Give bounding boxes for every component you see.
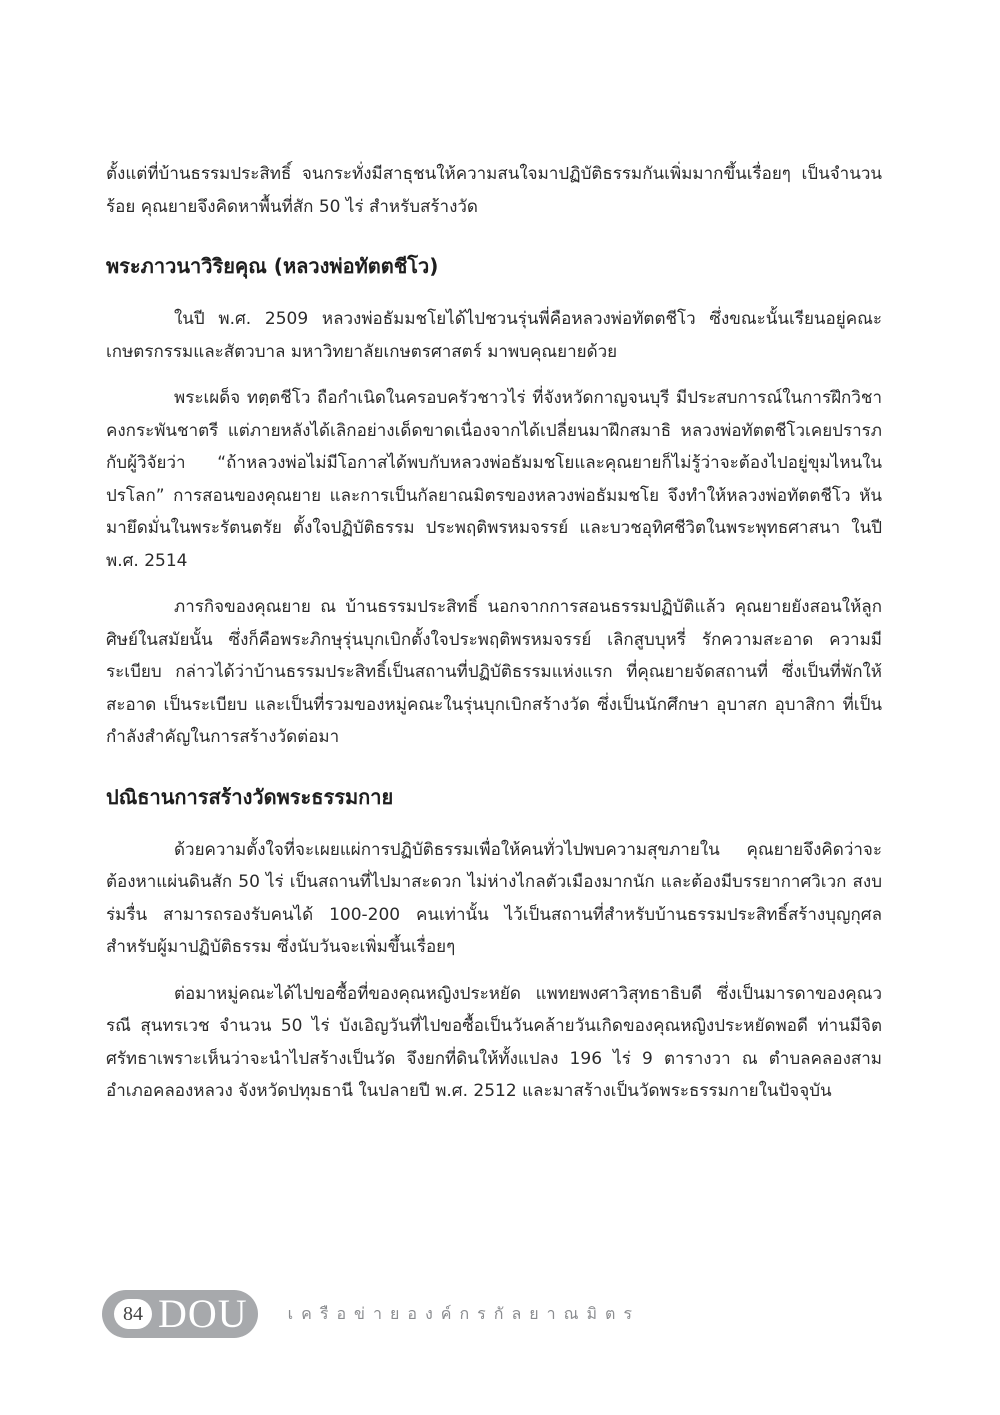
- page-body: [106, 158, 882, 1108]
- intro-paragraph: ตั้งแต่ที่บ้านธรรมประสิทธิ์ จนกระทั่งมีสาธุชนให้ความสนใจมาปฏิบัติธรรมกันเพิ่มมากขึ้นเรื่อยๆ เป็นจำนวนร้อย คุณยายจึงคิดหาพื้นที่สัก 50 ไร่ สำหรับสร้างวัด: [106, 164, 882, 217]
- body-paragraph: ต่อมาหมู่คณะได้ไปขอซื้อที่ของคุณหญิงประหยัด แพทยพงศาวิสุทธาธิบดี ซึ่งเป็นมารดาของคุณวรณี สุนทรเวช จำนวน 50 ไร่ บังเอิญวันที่ไปขอซื้อเป็นวันคล้ายวันเกิดของคุณหญิงประหยัดพอดี ท่านมีจิตศรัทธาเพราะเห็นว่าจะนำไปสร้างเป็นวัด จึงยกที่ดินให้ทั้งแปลง 196 ไร่ 9 ตารางวา ณ ตำบลคลองสาม อำเภอคลองหลวง จังหวัดปทุมธานี ในปลายปี พ.ศ. 2512 และมาสร้างเป็นวัดพระธรรมกายในปัจจุบัน: [106, 983, 882, 1101]
- network-name: เครือข่ายองค์กรกัลยาณมิตร: [287, 1303, 640, 1323]
- section-heading-temple-resolution: ปณิธานการสร้างวัดพระธรรมกาย: [106, 784, 394, 809]
- body-paragraph: ในปี พ.ศ. 2509 หลวงพ่อธัมมชโยได้ไปชวนรุ่นพี่คือหลวงพ่อทัตตชีโว ซึ่งขณะนั้นเรียนอยู่คณะเกษตรกรรมและสัตวบาล มหาวิทยาลัยเกษตรศาสตร์ มาพบคุณยายด้วย: [106, 309, 882, 362]
- dou-logo-text: DOU: [158, 1291, 248, 1336]
- body-paragraph: ด้วยความตั้งใจที่จะเผยแผ่การปฏิบัติธรรมเพื่อให้คนทั่วไปพบความสุขภายใน คุณยายจึงคิดว่าจะต้องหาแผ่นดินสัก 50 ไร่ เป็นสถานที่ไปมาสะดวก ไม่ห่างไกลตัวเมืองมากนัก และต้องมีบรรยากาศวิเวก สงบร่มรื่น สามารถรองรับคนได้ 100-200 คนเท่านั้น ไว้เป็นสถานที่สำหรับบ้านธรรมประสิทธิ์สร้างบุญกุศล สำหรับผู้มาปฏิบัติธรรม ซึ่งนับวันจะเพิ่มขึ้นเรื่อยๆ: [106, 839, 882, 957]
- page-footer: [102, 1290, 640, 1338]
- body-paragraph: พระเผด็จ ทตฺตชีโว ถือกำเนิดในครอบครัวชาวไร่ ที่จังหวัดกาญจนบุรี มีประสบการณ์ในการฝึกวิชาคงกระพันชาตรี แต่ภายหลังได้เลิกอย่างเด็ดขาดเนื่องจากได้เปลี่ยนมาฝึกสมาธิ หลวงพ่อทัตตชีโวเคยปรารภกับผู้วิจัยว่า “ถ้าหลวงพ่อไม่มีโอกาสได้พบกับหลวงพ่อธัมมชโยและคุณยายก็ไม่รู้ว่าจะต้องไปอยู่ขุมไหนในปรโลก” การสอนของคุณยาย และการเป็นกัลยาณมิตรของหลวงพ่อธัมมชโย จึงทำให้หลวงพ่อทัตตชีโว หันมายึดมั่นในพระรัตนตรัย ตั้งใจปฏิบัติธรรม ประพฤติพรหมจรรย์ และบวชอุทิศชีวิตในพระพุทธศาสนา ในปี พ.ศ. 2514: [106, 388, 882, 571]
- dou-logo-badge: [102, 1290, 258, 1338]
- body-paragraph: ภารกิจของคุณยาย ณ บ้านธรรมประสิทธิ์ นอกจากการสอนธรรมปฏิบัติแล้ว คุณยายยังสอนให้ลูกศิษย์ในสมัยนั้น ซึ่งก็คือพระภิกษุรุ่นบุกเบิกตั้งใจประพฤติพรหมจรรย์ เลิกสูบบุหรี่ รักความสะอาด ความมีระเบียบ กล่าวได้ว่าบ้านธรรมประสิทธิ์เป็นสถานที่ปฏิบัติธรรมแห่งแรก ที่คุณยายจัดสถานที่ ซึ่งเป็นที่พักให้สะอาด เป็นระเบียบ และเป็นที่รวมของหมู่คณะในรุ่นบุกเบิกสร้างวัด ซึ่งเป็นนักศึกษา อุบาสก อุบาสิกา ที่เป็นกำลังสำคัญในการสร้างวัดต่อมา: [106, 597, 882, 747]
- section-heading-luangpor-dattajivo: พระภาวนาวิริยคุณ (หลวงพ่อทัตตชีโว): [106, 254, 439, 278]
- page-number: 84: [114, 1299, 152, 1329]
